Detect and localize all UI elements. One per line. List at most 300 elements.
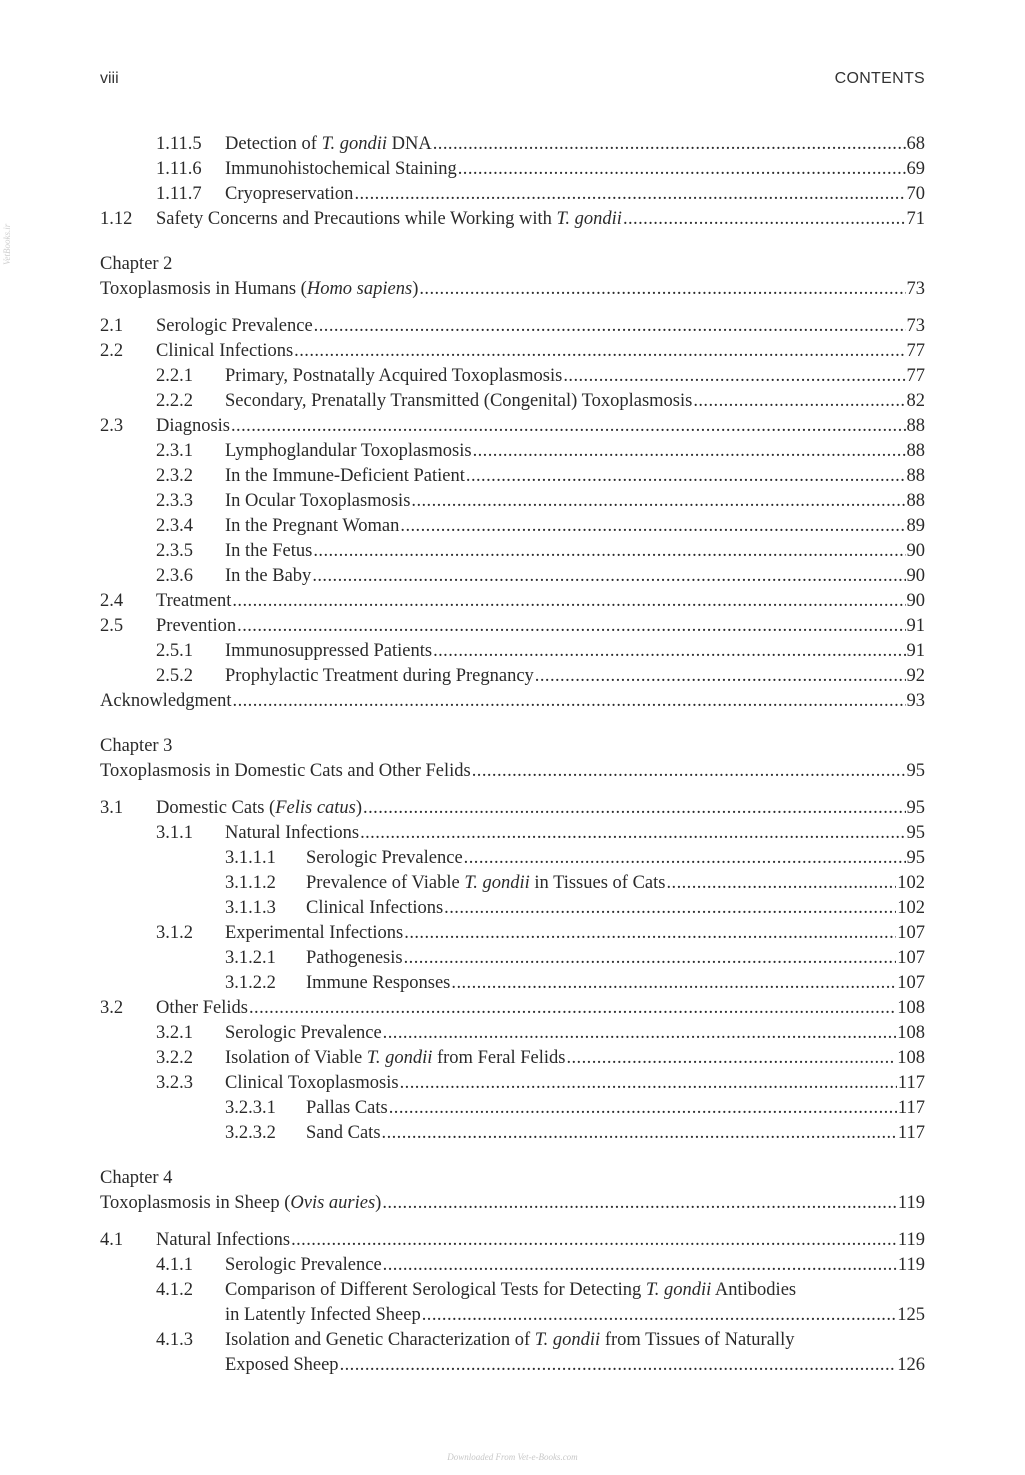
entry-title-segment: Other Felids bbox=[156, 998, 248, 1018]
entry-title-segment: Domestic Cats ( bbox=[156, 798, 276, 818]
toc-entry[interactable] bbox=[100, 664, 925, 689]
toc-entry[interactable] bbox=[100, 514, 925, 539]
entry-title bbox=[156, 414, 230, 439]
toc-entry[interactable] bbox=[100, 364, 925, 389]
entry-line bbox=[225, 664, 925, 689]
section-number: 2.2 bbox=[100, 341, 124, 361]
dot-leader bbox=[383, 1021, 897, 1046]
entry-line bbox=[225, 489, 925, 514]
dot-leader bbox=[294, 339, 905, 364]
section-number: 3.1.1 bbox=[156, 823, 193, 843]
page-number: 91 bbox=[906, 641, 925, 661]
entry-title-segment: Pallas Cats bbox=[306, 1098, 388, 1118]
entry-title bbox=[306, 896, 443, 921]
toc-entry[interactable] bbox=[100, 489, 925, 514]
page-number: 102 bbox=[897, 898, 925, 918]
page-number: 92 bbox=[906, 666, 925, 686]
page-number: 73 bbox=[906, 279, 925, 299]
dot-leader bbox=[382, 1191, 897, 1216]
entry-line bbox=[225, 1353, 925, 1378]
entry-title-segment: Exposed Sheep bbox=[225, 1355, 339, 1375]
entry-line bbox=[225, 132, 925, 157]
entry-line bbox=[156, 614, 925, 639]
page-number: 89 bbox=[906, 516, 925, 536]
toc-entry[interactable] bbox=[100, 439, 925, 464]
page-number: 107 bbox=[897, 973, 925, 993]
dot-leader bbox=[472, 759, 906, 784]
entry-title bbox=[306, 846, 463, 871]
toc-entry[interactable] bbox=[100, 639, 925, 664]
entry-title-segment: from Tissues of Naturally bbox=[600, 1330, 795, 1350]
entry-title-segment: DNA bbox=[387, 134, 432, 154]
entry-title-segment: In Ocular Toxoplasmosis bbox=[225, 491, 411, 511]
toc-spacer bbox=[100, 1216, 925, 1228]
toc-entry[interactable] bbox=[100, 1071, 925, 1096]
running-title: CONTENTS bbox=[834, 70, 925, 87]
entry-line bbox=[225, 157, 925, 182]
entry-title-segment: Pathogenesis bbox=[306, 948, 403, 968]
page-numeral: viii bbox=[100, 70, 119, 87]
entry-title-segment: In the Baby bbox=[225, 566, 312, 586]
entry-title bbox=[225, 514, 399, 539]
entry-title-segment: ) bbox=[412, 279, 419, 299]
entry-title-segment: Treatment bbox=[156, 591, 232, 611]
page-number: 117 bbox=[897, 1098, 925, 1118]
section-number: 3.1.2.2 bbox=[225, 973, 276, 993]
dot-leader bbox=[693, 389, 905, 414]
dot-leader bbox=[400, 514, 905, 539]
page-number: 88 bbox=[906, 441, 925, 461]
dot-leader bbox=[422, 1303, 897, 1328]
section-number: 3.2.1 bbox=[156, 1023, 193, 1043]
section-number: 2.5.1 bbox=[156, 641, 193, 661]
section-number: 3.2.2 bbox=[156, 1048, 193, 1068]
entry-title bbox=[225, 157, 457, 182]
dot-leader bbox=[563, 364, 905, 389]
chapter-label: Chapter 2 bbox=[100, 254, 173, 274]
entry-title-segment: Felis catus bbox=[275, 798, 356, 818]
entry-title-segment: T. gondii bbox=[366, 1048, 433, 1068]
entry-title-segment: In the Fetus bbox=[225, 541, 313, 561]
toc-entry[interactable] bbox=[100, 821, 925, 846]
entry-title bbox=[100, 689, 232, 714]
toc-entry[interactable] bbox=[100, 1046, 925, 1071]
toc-entry[interactable] bbox=[100, 1021, 925, 1046]
page-number: 88 bbox=[906, 466, 925, 486]
section-number: 2.5 bbox=[100, 616, 124, 636]
dot-leader bbox=[340, 1353, 897, 1378]
section-number: 3.1.1.1 bbox=[225, 848, 276, 868]
toc-entry[interactable] bbox=[100, 996, 925, 1021]
entry-title-segment: Clinical Toxoplasmosis bbox=[225, 1073, 399, 1093]
entry-title-segment: Experimental Infections bbox=[225, 923, 404, 943]
dot-leader bbox=[233, 689, 906, 714]
section-number: 3.1.2 bbox=[156, 923, 193, 943]
entry-line bbox=[306, 1096, 925, 1121]
toc-spacer bbox=[100, 714, 925, 734]
toc-entry[interactable] bbox=[100, 1253, 925, 1278]
entry-title-segment: T. gondii bbox=[556, 209, 622, 229]
section-number: 3.2.3.1 bbox=[225, 1098, 276, 1118]
entry-title bbox=[156, 207, 622, 232]
entry-title-segment: Immunosuppressed Patients bbox=[225, 641, 433, 661]
entry-title bbox=[100, 1191, 381, 1216]
entry-title-segment: T. gondii bbox=[321, 134, 388, 154]
entry-title-segment: Prevalence of Viable bbox=[306, 873, 465, 893]
page-number: 90 bbox=[906, 541, 925, 561]
entry-title-segment: In the Pregnant Woman bbox=[225, 516, 400, 536]
entry-title bbox=[225, 639, 432, 664]
dot-leader bbox=[382, 1121, 897, 1146]
entry-title-segment: Safety Concerns and Precautions while Working with bbox=[156, 209, 557, 229]
entry-title-segment: ) bbox=[355, 798, 363, 818]
page-number: 90 bbox=[906, 591, 925, 611]
entry-title-segment: in Latently Infected Sheep bbox=[225, 1305, 421, 1325]
entry-title-segment: Antibodies bbox=[711, 1280, 797, 1300]
entry-title-segment: Homo sapiens bbox=[306, 279, 413, 299]
section-number: 2.5.2 bbox=[156, 666, 193, 686]
toc-entry[interactable] bbox=[100, 339, 925, 364]
section-number: 1.11.7 bbox=[156, 184, 202, 204]
page-number: 119 bbox=[897, 1255, 925, 1275]
section-number: 1.11.6 bbox=[156, 159, 202, 179]
page-number: 88 bbox=[906, 491, 925, 511]
toc-entry[interactable] bbox=[100, 921, 925, 946]
entry-line bbox=[225, 1328, 925, 1353]
toc-entry[interactable] bbox=[100, 389, 925, 414]
entry-line bbox=[225, 639, 925, 664]
page-number: 73 bbox=[906, 316, 925, 336]
entry-title bbox=[156, 589, 231, 614]
page-number: 125 bbox=[897, 1305, 925, 1325]
toc-entry[interactable] bbox=[100, 157, 925, 182]
entry-title bbox=[225, 439, 472, 464]
entry-title bbox=[156, 996, 248, 1021]
page-number: 102 bbox=[897, 873, 925, 893]
entry-title bbox=[225, 464, 465, 489]
entry-title bbox=[156, 339, 293, 364]
entry-line bbox=[306, 846, 925, 871]
entry-title bbox=[225, 1046, 565, 1071]
section-number: 3.2.3 bbox=[156, 1073, 193, 1093]
entry-line bbox=[225, 921, 925, 946]
entry-title-segment: in Tissues of Cats bbox=[529, 873, 666, 893]
dot-leader bbox=[535, 664, 906, 689]
section-number: 2.3 bbox=[100, 416, 124, 436]
toc-entry[interactable] bbox=[100, 614, 925, 639]
toc-entry[interactable] bbox=[100, 796, 925, 821]
dot-leader bbox=[566, 1046, 896, 1071]
entry-line bbox=[156, 1228, 925, 1253]
entry-line bbox=[100, 1191, 925, 1216]
entry-title bbox=[156, 1228, 290, 1253]
entry-line bbox=[100, 277, 925, 302]
entry-title bbox=[225, 182, 353, 207]
toc-entry[interactable] bbox=[100, 896, 925, 921]
page-number: 69 bbox=[906, 159, 925, 179]
dot-leader bbox=[666, 871, 896, 896]
page-number: 117 bbox=[897, 1123, 925, 1143]
dot-leader bbox=[404, 946, 897, 971]
toc-entry[interactable] bbox=[100, 132, 925, 157]
entry-title-segment: Serologic Prevalence bbox=[306, 848, 463, 868]
entry-title-segment: Toxoplasmosis in Sheep ( bbox=[100, 1193, 291, 1213]
entry-line bbox=[225, 182, 925, 207]
dot-leader bbox=[623, 207, 906, 232]
chapter-label: Chapter 3 bbox=[100, 736, 173, 756]
toc-spacer bbox=[100, 232, 925, 252]
section-number: 3.2 bbox=[100, 998, 124, 1018]
dot-leader bbox=[464, 846, 906, 871]
toc-spacer bbox=[100, 1146, 925, 1166]
entry-title-segment: T. gondii bbox=[534, 1330, 601, 1350]
entry-title-segment: Isolation and Genetic Characterization of bbox=[225, 1330, 535, 1350]
entry-line bbox=[156, 796, 925, 821]
section-number: 2.3.2 bbox=[156, 466, 193, 486]
section-number: 2.3.4 bbox=[156, 516, 193, 536]
entry-title-segment: Toxoplasmosis in Domestic Cats and Other Felids bbox=[100, 761, 471, 781]
entry-title bbox=[225, 921, 403, 946]
dot-leader bbox=[433, 639, 905, 664]
side-watermark: VetBooks.ir bbox=[2, 223, 12, 265]
entry-title-segment: In the Immune-Deficient Patient bbox=[225, 466, 465, 486]
entry-title bbox=[225, 539, 312, 564]
page-number: 95 bbox=[906, 848, 925, 868]
toc-entry[interactable] bbox=[100, 1121, 925, 1146]
toc-entry[interactable] bbox=[100, 182, 925, 207]
toc-entry[interactable] bbox=[100, 759, 925, 784]
section-number: 3.1.1.3 bbox=[225, 898, 276, 918]
entry-line bbox=[225, 1046, 925, 1071]
toc-entry[interactable] bbox=[100, 277, 925, 302]
dot-leader bbox=[411, 489, 905, 514]
entry-line bbox=[156, 314, 925, 339]
entry-title-segment: Isolation of Viable bbox=[225, 1048, 367, 1068]
section-number: 4.1.3 bbox=[156, 1330, 193, 1350]
entry-title bbox=[225, 1328, 794, 1353]
chapter-label: Chapter 4 bbox=[100, 1168, 173, 1188]
entry-title bbox=[225, 1071, 399, 1096]
section-number: 4.1.2 bbox=[156, 1280, 193, 1300]
dot-leader bbox=[466, 464, 906, 489]
page-number: 71 bbox=[906, 209, 925, 229]
section-number: 1.12 bbox=[100, 209, 133, 229]
page-number: 77 bbox=[906, 366, 925, 386]
toc-entry[interactable] bbox=[100, 689, 925, 714]
entry-title-segment: Toxoplasmosis in Humans ( bbox=[100, 279, 307, 299]
entry-line bbox=[100, 689, 925, 714]
entry-title bbox=[225, 664, 534, 689]
page-number: 119 bbox=[897, 1230, 925, 1250]
dot-leader bbox=[433, 132, 906, 157]
section-number: 4.1.1 bbox=[156, 1255, 193, 1275]
entry-line bbox=[156, 996, 925, 1021]
dot-leader bbox=[354, 182, 905, 207]
entry-title bbox=[225, 821, 359, 846]
page-number: 117 bbox=[897, 1073, 925, 1093]
entry-title-segment: Primary, Postnatally Acquired Toxoplasmosis bbox=[225, 366, 563, 386]
toc-entry[interactable] bbox=[100, 564, 925, 589]
entry-line bbox=[306, 971, 925, 996]
entry-title-segment: Lymphoglandular Toxoplasmosis bbox=[225, 441, 472, 461]
page-number: 90 bbox=[906, 566, 925, 586]
entry-line bbox=[225, 464, 925, 489]
dot-leader bbox=[400, 1071, 897, 1096]
entry-title-segment: Cryopreservation bbox=[225, 184, 354, 204]
page-number: 91 bbox=[906, 616, 925, 636]
dot-leader bbox=[363, 796, 905, 821]
section-number: 2.3.1 bbox=[156, 441, 193, 461]
entry-line bbox=[225, 1071, 925, 1096]
section-number: 3.1.1.2 bbox=[225, 873, 276, 893]
section-number: 2.3.5 bbox=[156, 541, 193, 561]
section-number: 2.3.6 bbox=[156, 566, 193, 586]
entry-line bbox=[306, 1121, 925, 1146]
page-number: 82 bbox=[906, 391, 925, 411]
entry-title bbox=[225, 364, 562, 389]
toc-spacer bbox=[100, 302, 925, 314]
entry-line bbox=[306, 896, 925, 921]
entry-line bbox=[225, 514, 925, 539]
entry-line bbox=[225, 1278, 925, 1303]
section-number: 4.1 bbox=[100, 1230, 124, 1250]
section-number: 3.1 bbox=[100, 798, 124, 818]
page-number: 70 bbox=[906, 184, 925, 204]
toc-entry[interactable] bbox=[100, 946, 925, 971]
dot-leader bbox=[237, 614, 905, 639]
entry-line bbox=[225, 564, 925, 589]
section-number: 1.11.5 bbox=[156, 134, 202, 154]
dot-leader bbox=[458, 157, 906, 182]
entry-line bbox=[225, 1021, 925, 1046]
entry-title-segment: Serologic Prevalence bbox=[156, 316, 313, 336]
toc-spacer bbox=[100, 784, 925, 796]
toc-entry[interactable] bbox=[100, 539, 925, 564]
section-number: 3.1.2.1 bbox=[225, 948, 276, 968]
entry-title-segment: Diagnosis bbox=[156, 416, 230, 436]
page-number: 126 bbox=[897, 1355, 925, 1375]
entry-title-segment: T. gondii bbox=[645, 1280, 712, 1300]
entry-title bbox=[225, 132, 432, 157]
dot-leader bbox=[291, 1228, 897, 1253]
toc-entry[interactable] bbox=[100, 1228, 925, 1253]
entry-title-segment: Serologic Prevalence bbox=[225, 1255, 382, 1275]
entry-title-segment: Serologic Prevalence bbox=[225, 1023, 382, 1043]
entry-title bbox=[225, 1353, 339, 1378]
entry-title-segment: Secondary, Prenatally Transmitted (Congenital) Toxoplasmosis bbox=[225, 391, 693, 411]
entry-line bbox=[225, 364, 925, 389]
entry-line bbox=[225, 439, 925, 464]
entry-title bbox=[100, 277, 418, 302]
entry-line bbox=[225, 1253, 925, 1278]
dot-leader bbox=[473, 439, 906, 464]
entry-title bbox=[225, 1278, 796, 1303]
toc-entry[interactable] bbox=[100, 1278, 925, 1303]
entry-title-segment: from Feral Felids bbox=[432, 1048, 566, 1068]
toc-entry[interactable] bbox=[100, 1353, 925, 1378]
entry-line bbox=[306, 871, 925, 896]
entry-line bbox=[225, 821, 925, 846]
entry-title bbox=[306, 1121, 381, 1146]
entry-line bbox=[225, 1303, 925, 1328]
toc-entry[interactable] bbox=[100, 314, 925, 339]
section-number: 2.2.2 bbox=[156, 391, 193, 411]
entry-title bbox=[225, 1253, 382, 1278]
dot-leader bbox=[232, 589, 905, 614]
toc-entry[interactable] bbox=[100, 1303, 925, 1328]
dot-leader bbox=[249, 996, 896, 1021]
toc-entry[interactable] bbox=[100, 1191, 925, 1216]
toc-entry[interactable] bbox=[100, 207, 925, 232]
dot-leader bbox=[360, 821, 905, 846]
entry-title-segment: Prevention bbox=[156, 616, 237, 636]
entry-title-segment: Clinical Infections bbox=[306, 898, 444, 918]
page-number: 93 bbox=[906, 691, 925, 711]
section-number: 2.4 bbox=[100, 591, 124, 611]
dot-leader bbox=[231, 414, 906, 439]
entry-title bbox=[156, 796, 362, 821]
entry-line bbox=[156, 207, 925, 232]
entry-title bbox=[156, 314, 313, 339]
toc-entry[interactable] bbox=[100, 871, 925, 896]
dot-leader bbox=[451, 971, 896, 996]
entry-line bbox=[225, 389, 925, 414]
entry-title bbox=[225, 389, 692, 414]
entry-line bbox=[225, 539, 925, 564]
entry-title bbox=[225, 564, 311, 589]
entry-title bbox=[225, 1303, 421, 1328]
toc-entry[interactable] bbox=[100, 464, 925, 489]
entry-title-segment: Acknowledgment bbox=[100, 691, 232, 711]
page-number: 77 bbox=[906, 341, 925, 361]
entry-title-segment: Natural Infections bbox=[156, 1230, 291, 1250]
entry-line bbox=[156, 339, 925, 364]
toc-entry[interactable] bbox=[100, 971, 925, 996]
entry-title-segment: Immunohistochemical Staining bbox=[225, 159, 457, 179]
page-number: 107 bbox=[897, 923, 925, 943]
toc-entry[interactable] bbox=[100, 846, 925, 871]
section-number: 3.2.3.2 bbox=[225, 1123, 276, 1143]
entry-title-segment: Immune Responses bbox=[306, 973, 451, 993]
entry-title-segment: Sand Cats bbox=[306, 1123, 381, 1143]
dot-leader bbox=[313, 539, 905, 564]
entry-title-segment: Comparison of Different Serological Tests for Detecting bbox=[225, 1280, 646, 1300]
page-number: 95 bbox=[906, 761, 925, 781]
entry-title bbox=[306, 1096, 388, 1121]
dot-leader bbox=[419, 277, 905, 302]
entry-title-segment: Prophylactic Treatment during Pregnancy bbox=[225, 666, 534, 686]
toc-entry[interactable] bbox=[100, 1096, 925, 1121]
entry-title bbox=[100, 759, 471, 784]
dot-leader bbox=[389, 1096, 897, 1121]
dot-leader bbox=[314, 314, 906, 339]
section-number: 2.3.3 bbox=[156, 491, 193, 511]
entry-title-segment: Ovis auries bbox=[290, 1193, 376, 1213]
toc-entry[interactable] bbox=[100, 1328, 925, 1353]
entry-title-segment: Natural Infections bbox=[225, 823, 360, 843]
page-number: 95 bbox=[906, 798, 925, 818]
page-number: 95 bbox=[906, 823, 925, 843]
page-number: 88 bbox=[906, 416, 925, 436]
entry-title-segment: Clinical Infections bbox=[156, 341, 294, 361]
page-number: 107 bbox=[897, 948, 925, 968]
entry-title-segment: ) bbox=[375, 1193, 382, 1213]
dot-leader bbox=[404, 921, 896, 946]
entry-line bbox=[100, 759, 925, 784]
toc-entry[interactable] bbox=[100, 589, 925, 614]
dot-leader bbox=[444, 896, 896, 921]
toc-entry[interactable] bbox=[100, 414, 925, 439]
